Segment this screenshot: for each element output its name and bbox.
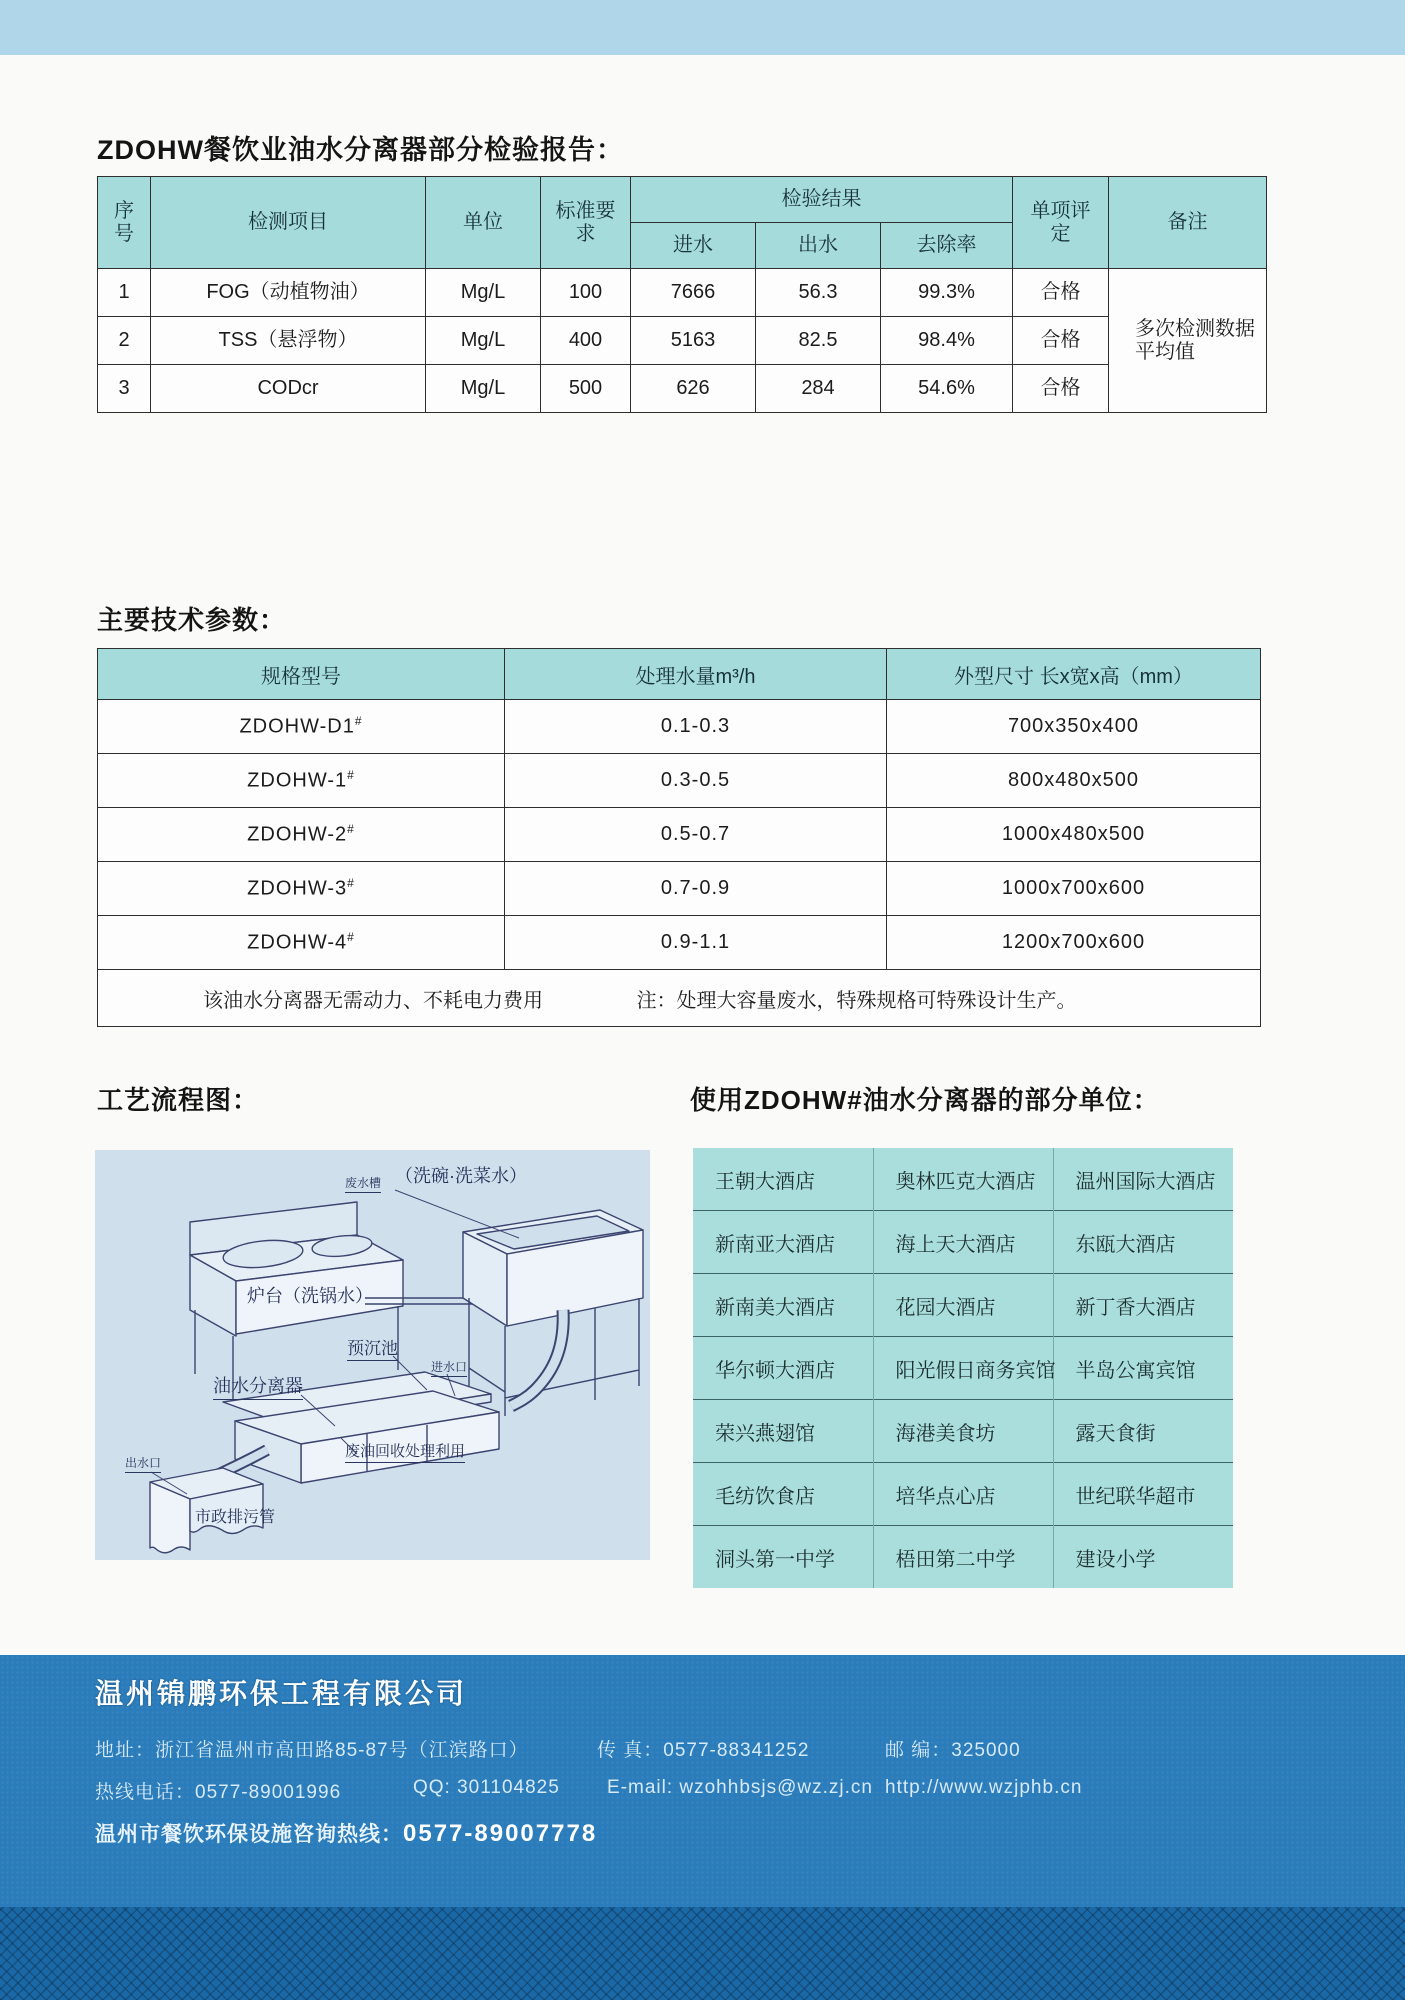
diagram-label-presettle: 预沉池: [347, 1334, 398, 1361]
report-row1-outflow: 56.3: [756, 269, 881, 317]
diagram-label-municipal: 市政排污管: [195, 1509, 276, 1526]
users-cell: 新南美大酒店: [693, 1274, 873, 1337]
footer-postcode: 邮 编：325000: [885, 1740, 1021, 1761]
col-header-unit: 单位: [426, 177, 541, 269]
col-header-inflow: 进水: [631, 223, 756, 269]
consult-hotline-label: 温州市餐饮环保设施咨询热线：: [95, 1823, 403, 1846]
report-row2-inflow: 5163: [631, 317, 756, 365]
process-flow-title: 工艺流程图：: [97, 1085, 260, 1115]
inspection-report-table: [97, 176, 1267, 413]
users-cell: 海上天大酒店: [873, 1211, 1053, 1274]
users-row: [693, 1211, 1233, 1274]
users-cell: 半岛公寓宾馆: [1053, 1337, 1233, 1400]
report-row1-item: FOG（动植物油）: [151, 269, 426, 317]
diagram-label-stove: 炉台（洗锅水）: [247, 1286, 373, 1306]
params-row2-dimensions: 800x480x500: [887, 754, 1261, 808]
report-row-tss: [98, 317, 1267, 365]
col-header-standard: 标准要求: [541, 177, 631, 269]
report-title: ZDOHW餐饮业油水分离器部分检验报告：: [97, 135, 624, 165]
params-note-right: 注：处理大容量废水，特殊规格可特殊设计生产。: [636, 989, 1077, 1012]
users-row: [693, 1337, 1233, 1400]
params-row3-dimensions: 1000x480x500: [887, 808, 1261, 862]
users-cell: 温州国际大酒店: [1053, 1148, 1233, 1211]
footer: [0, 1655, 1405, 1907]
users-cell: 王朝大酒店: [715, 1170, 815, 1193]
hash-superscript: #: [347, 822, 355, 837]
params-header-model: 规格型号: [98, 649, 505, 700]
diagram-label-outlet: 出水口: [125, 1454, 161, 1473]
report-row3-outflow: 284: [756, 365, 881, 413]
params-row: [98, 754, 1261, 808]
col-header-item: 检测项目: [151, 177, 426, 269]
report-row2-unit: Mg/L: [426, 317, 541, 365]
col-header-outflow: 出水: [756, 223, 881, 269]
users-cell: 梧田第二中学: [873, 1526, 1053, 1589]
params-row1-model: ZDOHW-D1#: [98, 700, 505, 754]
col-header-rating: 单项评定: [1013, 177, 1109, 269]
users-row: [693, 1463, 1233, 1526]
report-row3-seq: 3: [98, 365, 151, 413]
diagram-label-inlet: 进水口: [431, 1358, 467, 1377]
report-row3-unit: Mg/L: [426, 365, 541, 413]
params-note: [98, 970, 1261, 1027]
diagram-label-waste-sink: 废水槽: [345, 1174, 381, 1193]
users-cell: 华尔顿大酒店: [693, 1337, 873, 1400]
report-row1-seq: 1: [98, 269, 151, 317]
params-note-left: 该油水分离器无需动力、不耗电力费用: [203, 989, 543, 1012]
params-note-row: [98, 970, 1261, 1027]
footer-email: E-mail: wzohhbsjs@wz.zj.cn: [607, 1777, 873, 1798]
col-header-result-group: 检验结果: [631, 177, 1013, 223]
params-row: [98, 916, 1261, 970]
report-row3-standard: 500: [541, 365, 631, 413]
users-cell: 海港美食坊: [873, 1400, 1053, 1463]
users-cell: 新丁香大酒店: [1053, 1274, 1233, 1337]
footer-qq: QQ: 301104825: [413, 1777, 560, 1798]
users-title: 使用ZDOHW#油水分离器的部分单位：: [690, 1085, 1160, 1115]
users-cell: 建设小学: [1053, 1526, 1233, 1589]
params-header-capacity: 处理水量m³/h: [505, 649, 887, 700]
report-row2-outflow: 82.5: [756, 317, 881, 365]
page-top-edge: [0, 0, 1405, 55]
users-table: [693, 1148, 1233, 1588]
col-header-remark: 备注: [1109, 177, 1267, 269]
params-row4-dimensions: 1000x700x600: [887, 862, 1261, 916]
users-cell: 奥林匹克大酒店: [873, 1148, 1053, 1211]
hash-superscript: #: [347, 876, 355, 891]
users-cell: 东瓯大酒店: [1053, 1211, 1233, 1274]
users-cell: 培华点心店: [873, 1463, 1053, 1526]
params-row3-capacity: 0.5-0.7: [505, 808, 887, 862]
company-name: 温州锦鹏环保工程有限公司: [95, 1678, 468, 1709]
report-row2-rating: 合格: [1013, 317, 1109, 365]
users-cell: 阳光假日商务宾馆: [873, 1337, 1053, 1400]
users-cell: 世纪联华超市: [1053, 1463, 1233, 1526]
report-row-cod: [98, 365, 1267, 413]
params-row2-model: ZDOHW-1#: [98, 754, 505, 808]
users-cell: 荣兴燕翅馆: [693, 1400, 873, 1463]
users-cell: 花园大酒店: [873, 1274, 1053, 1337]
users-cell: 新南亚大酒店: [693, 1211, 873, 1274]
users-row: [693, 1148, 1233, 1211]
params-row1-dimensions: 700x350x400: [887, 700, 1261, 754]
diagram-label-separator: 油水分离器: [213, 1372, 303, 1400]
report-row1-unit: Mg/L: [426, 269, 541, 317]
params-table: [97, 648, 1261, 1027]
diagram-label-sink-note: （洗碗·洗菜水）: [395, 1166, 527, 1186]
report-row3-rating: 合格: [1013, 365, 1109, 413]
hash-superscript: #: [347, 768, 355, 783]
report-row2-seq: 2: [98, 317, 151, 365]
footer-address: 地址：浙江省温州市高田路85-87号（江滨路口）: [95, 1740, 529, 1761]
col-header-removal: 去除率: [881, 223, 1013, 269]
params-row4-model: ZDOHW-3#: [98, 862, 505, 916]
users-row: [693, 1526, 1233, 1589]
footer-fax: 传 真：0577-88341252: [597, 1740, 810, 1761]
report-row1-removal: 99.3%: [881, 269, 1013, 317]
params-row5-model: ZDOHW-4#: [98, 916, 505, 970]
users-row: [693, 1400, 1233, 1463]
hash-superscript: #: [354, 714, 363, 729]
process-flow-diagram: [95, 1150, 650, 1560]
params-row5-capacity: 0.9-1.1: [505, 916, 887, 970]
users-cell: 洞头第一中学: [693, 1526, 873, 1589]
report-row-fog: [98, 269, 1267, 317]
hash-superscript: #: [347, 930, 355, 945]
col-header-seq: 序号: [98, 177, 151, 269]
params-row1-capacity: 0.1-0.3: [505, 700, 887, 754]
report-row1-standard: 100: [541, 269, 631, 317]
diagram-label-waste-oil: 废油回收处理利用: [345, 1440, 465, 1463]
report-row3-item: CODcr: [151, 365, 426, 413]
report-row1-inflow: 7666: [631, 269, 756, 317]
params-row5-dimensions: 1200x700x600: [887, 916, 1261, 970]
report-row2-removal: 98.4%: [881, 317, 1013, 365]
footer-bottom-strip: [0, 1907, 1405, 2000]
report-row3-inflow: 626: [631, 365, 756, 413]
params-row4-capacity: 0.7-0.9: [505, 862, 887, 916]
users-cell: 毛纺饮食店: [693, 1463, 873, 1526]
consult-hotline: [95, 1818, 597, 1848]
consult-hotline-number: 0577-89007778: [403, 1820, 598, 1847]
params-row2-capacity: 0.3-0.5: [505, 754, 887, 808]
report-row2-standard: 400: [541, 317, 631, 365]
params-header-dimensions: 外型尺寸 长x宽x高（mm）: [887, 649, 1261, 700]
report-row1-rating: 合格: [1013, 269, 1109, 317]
params-title: 主要技术参数：: [97, 605, 287, 635]
params-row: [98, 700, 1261, 754]
params-row: [98, 862, 1261, 916]
users-cell: 露天食街: [1053, 1400, 1233, 1463]
footer-website: http://www.wzjphb.cn: [885, 1777, 1083, 1798]
params-row3-model: ZDOHW-2#: [98, 808, 505, 862]
footer-hotline: 热线电话：0577-89001996: [95, 1782, 342, 1803]
report-row3-removal: 54.6%: [881, 365, 1013, 413]
report-remark-merged: 多次检测数据平均值: [1109, 269, 1267, 413]
report-row2-item: TSS（悬浮物）: [151, 317, 426, 365]
users-row: [693, 1274, 1233, 1337]
params-row: [98, 808, 1261, 862]
